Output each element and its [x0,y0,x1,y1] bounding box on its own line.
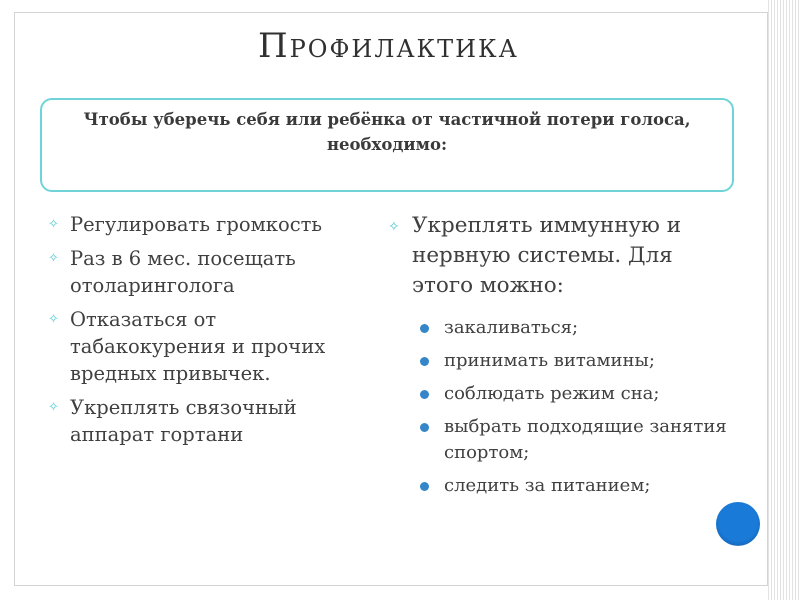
bullet-icon: ✧ [48,217,59,232]
sub-bullet-list [388,315,728,499]
list-item-text: Укреплять связочный аппарат гортани [70,396,297,446]
sub-list-item-text: выбрать подходящие занятия спортом; [444,416,727,463]
slide-title: Профилактика [258,26,519,66]
decorative-stripe [768,0,800,600]
list-item-text: Отказаться от табакокурения и прочих вредных привычек. [70,308,326,385]
list-item-text: Раз в 6 мес. посещать отоларинголога [70,247,296,297]
sub-list-item [388,315,728,341]
sub-list-item [388,348,728,374]
sub-list-item-text: следить за питанием; [444,475,651,496]
right-main-text: Укреплять иммунную и нервную системы. Для этого можно: [412,213,682,298]
list-item-text: Регулировать громкость [70,213,323,236]
sub-list-item-text: принимать витамины; [444,350,655,371]
blue-circle-icon [716,502,760,546]
sub-list-item-text: соблюдать режим сна; [444,383,660,404]
callout-box [40,98,734,192]
bullet-icon: ✧ [48,312,59,327]
bullet-icon: ✧ [388,219,400,235]
blue-dot-icon [420,482,429,491]
list-item [48,306,358,387]
sub-list-item [388,414,728,466]
blue-dot-icon [420,357,429,366]
list-item [48,394,358,448]
sub-list-item [388,381,728,407]
left-bullet-list [48,211,358,455]
list-item [48,211,358,238]
callout-text-line2: необходимо: [326,135,448,154]
sub-list-item [388,473,728,499]
blue-dot-icon [420,423,429,432]
right-main-item [388,211,728,301]
blue-dot-icon [420,324,429,333]
blue-dot-icon [420,390,429,399]
callout-text-line1: Чтобы уберечь себя или ребёнка от частичной потери голоса, [83,110,691,129]
list-item [48,245,358,299]
sub-list-item-text: закаливаться; [444,317,579,338]
bullet-icon: ✧ [48,251,59,266]
right-column [388,211,728,506]
bullet-icon: ✧ [48,400,59,415]
